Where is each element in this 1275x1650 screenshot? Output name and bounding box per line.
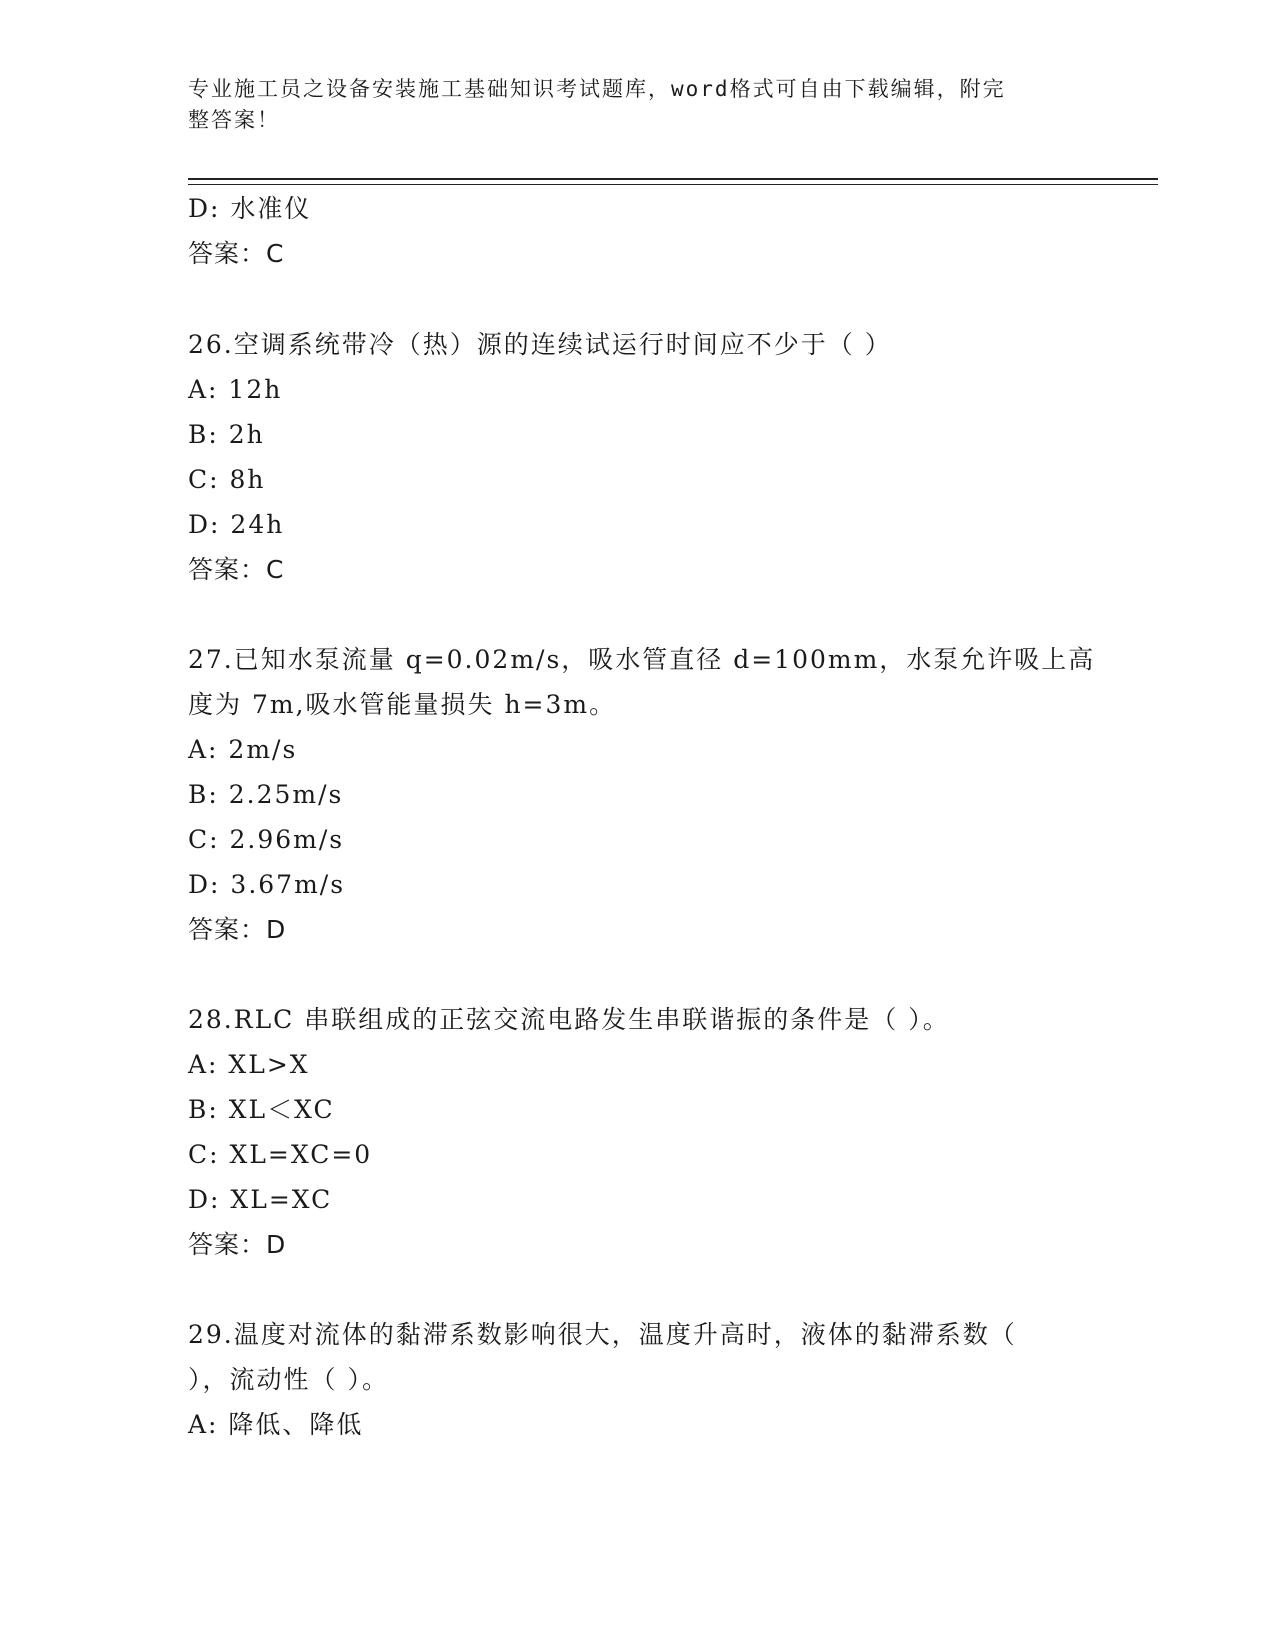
option-c: C: XL=XC=0 — [188, 1140, 373, 1169]
answer-line: 答案：C — [188, 555, 285, 584]
header-divider — [188, 178, 1158, 180]
option-c: C: 8h — [188, 465, 266, 494]
question-text-cont: ），流动性（ ）。 — [188, 1365, 389, 1394]
option-d: D: 3.67m/s — [188, 870, 346, 899]
option-a: A: 2m/s — [188, 735, 298, 764]
option-b: B: 2h — [188, 420, 265, 449]
answer-line: 答案：C — [188, 239, 285, 268]
option-d: D: 水准仪 — [188, 194, 312, 223]
option-a: A: XL>X — [188, 1050, 310, 1079]
question-text: 28.RLC 串联组成的正弦交流电路发生串联谐振的条件是（ ）。 — [188, 1005, 950, 1034]
document-header: 专业施工员之设备安装施工基础知识考试题库，word格式可自由下载编辑，附完 整答案！ — [188, 77, 1006, 132]
option-a: A: 12h — [188, 375, 283, 404]
question-text: 26.空调系统带冷（热）源的连续试运行时间应不少于（ ） — [188, 330, 892, 359]
answer-line: 答案：D — [188, 1230, 287, 1259]
option-a: A: 降低、降低 — [188, 1410, 364, 1439]
option-b: B: XL＜XC — [188, 1095, 335, 1124]
option-b: B: 2.25m/s — [188, 780, 344, 809]
option-d: D: 24h — [188, 510, 285, 539]
question-text: 29.温度对流体的黏滞系数影响很大，温度升高时，液体的黏滞系数（ — [188, 1320, 1017, 1349]
option-c: C: 2.96m/s — [188, 825, 345, 854]
answer-line: 答案：D — [188, 915, 287, 944]
header-divider-thin — [188, 184, 1158, 185]
option-d: D: XL=XC — [188, 1185, 333, 1214]
question-text-cont: 度为 7m,吸水管能量损失 h=3m。 — [188, 690, 617, 719]
question-text: 27.已知水泵流量 q=0.02m/s，吸水管直径 d=100mm，水泵允许吸上高 — [188, 645, 1096, 674]
